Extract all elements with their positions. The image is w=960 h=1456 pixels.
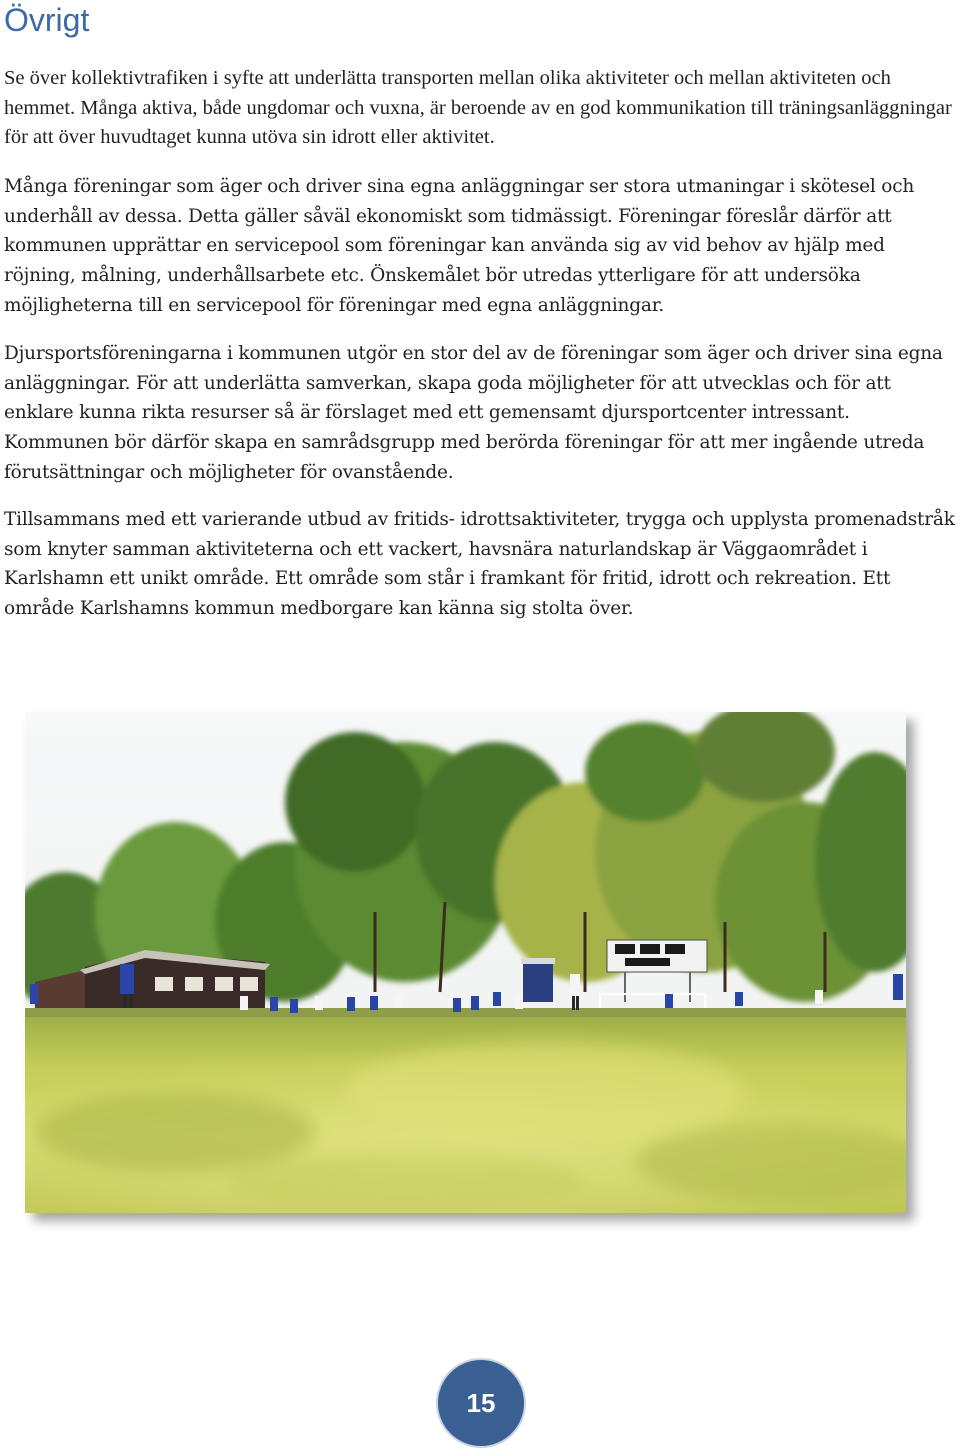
hut — [523, 962, 553, 1002]
paragraph-servicepool: Många föreningar som äger och driver sina egna anläggningar ser stora utmaningar i skötesel och underhåll av dessa. Detta gäller såväl ekonomiskt som tidmässigt. Föreningar föreslår därför att kommunen upprättar en servicepool som föreningar kan använda sig av vid behov av hjälp med röjning, målning, underhållsarbete etc. Önskemålet bör utredas ytterligare för att undersöka möjligheterna till en servicepool för föreningar med egna anläggningar. — [4, 176, 915, 316]
paragraph-transport: Se över kollektivtrafiken i syfte att underlätta transporten mellan olika aktiviteter och mellan aktiviteten och hemmet. Många aktiva, både ungdomar och vuxna, är beroende av en god kommunikation till träningsanläggningar för att över huvudtaget kunna utöva sin idrott eller aktivitet. — [4, 67, 952, 149]
page-number: 15 — [466, 1387, 496, 1418]
page-number-badge — [436, 1358, 526, 1448]
football-field-photo — [25, 712, 906, 1213]
paragraph-djursport: Djursportsföreningarna i kommunen utgör en stor del av de föreningar som äger och driver sina egna anläggningar. För att underlätta samverkan, skapa goda möjligheter för att utvecklas och för att enklare kunna rikta resurser så är förslaget med ett gemensamt djursportcenter intressant. Kommunen bör därför skapa en samrådsgrupp med berörda föreningar för att mer ingående utreda förutsättningar och möjligheter för ovanstående. — [4, 343, 943, 483]
page-heading: Övrigt — [4, 2, 90, 38]
paragraph-vagga: Tillsammans med ett varierande utbud av fritids- idrottsaktiviteter, trygga och upplysta promenadstråk som knyter samman aktiviteterna och ett vackert, havsnära naturlandskap är Väggaområdet i Karlshamn ett unikt område. Ett område som står i framkant för fritid, idrott och rekreation. Ett område Karlshamns kommun medborgare kan känna sig stolta över. — [4, 509, 955, 620]
